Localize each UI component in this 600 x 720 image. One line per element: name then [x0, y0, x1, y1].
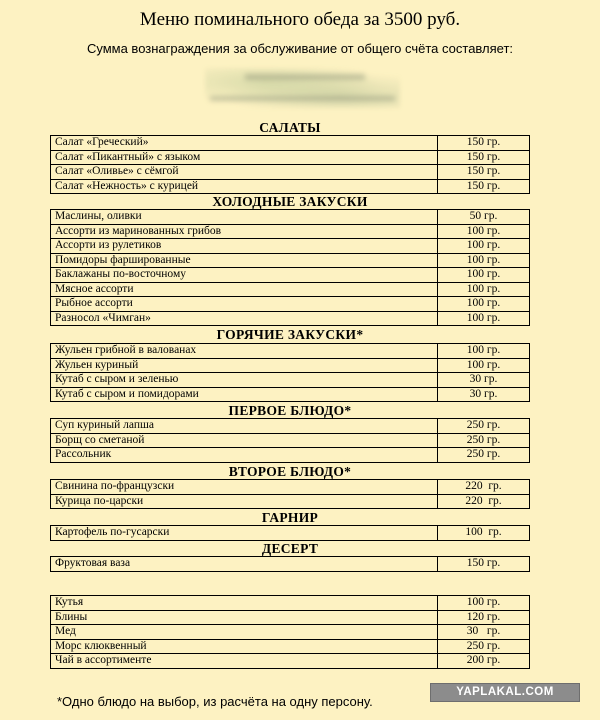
dish-quantity: 120 гр.: [438, 610, 530, 625]
dish-quantity: 100 гр.: [438, 311, 530, 326]
menu-row: [51, 136, 530, 151]
dish-quantity: 150 гр.: [438, 179, 530, 194]
dish-quantity: 100 гр.: [438, 268, 530, 283]
dish-name: Суп куриный лапша: [51, 419, 438, 434]
table-other: [50, 595, 530, 669]
dish-quantity: 220 гр.: [438, 480, 530, 495]
menu-row: [51, 297, 530, 312]
menu-row: [51, 494, 530, 509]
dish-quantity: 100 гр.: [438, 253, 530, 268]
dish-name: Борщ со сметаной: [51, 433, 438, 448]
section-heading-hot: ГОРЯЧИЕ ЗАКУСКИ*: [216, 327, 364, 342]
dish-name: Рассольник: [51, 448, 438, 463]
menu-row: [51, 210, 530, 225]
dish-name: Ассорти из маринованных грибов: [51, 224, 438, 239]
section-heading-first: ПЕРВОЕ БЛЮДО*: [228, 403, 352, 418]
dish-quantity: 100 гр.: [438, 526, 530, 541]
menu-row: [51, 625, 530, 640]
footnote: *Одно блюдо на выбор, из расчёта на одну персону.: [57, 694, 373, 709]
table-dessert: [50, 556, 530, 572]
dish-name: Рыбное ассорти: [51, 297, 438, 312]
dish-name: Кутья: [51, 596, 438, 611]
watermark: YAPLAKAL.COM: [430, 683, 580, 702]
menu-row: [51, 344, 530, 359]
page-title: Меню поминального обеда за 3500 руб.: [139, 9, 461, 30]
dish-quantity: 250 гр.: [438, 448, 530, 463]
dish-quantity: 150 гр.: [438, 165, 530, 180]
dish-quantity: 150 гр.: [438, 557, 530, 572]
dish-name: Салат «Греческий»: [51, 136, 438, 151]
dish-quantity: 250 гр.: [438, 639, 530, 654]
dish-quantity: 50 гр.: [438, 210, 530, 225]
menu-row: [51, 311, 530, 326]
dish-name: Мясное ассорти: [51, 282, 438, 297]
dish-name: Фруктовая ваза: [51, 557, 438, 572]
dish-quantity: 100 гр.: [438, 239, 530, 254]
dish-name: Курица по-царски: [51, 494, 438, 509]
dish-name: Баклажаны по-восточному: [51, 268, 438, 283]
dish-name: Помидоры фаршированные: [51, 253, 438, 268]
dish-quantity: 150 гр.: [438, 150, 530, 165]
dish-name: Салат «Нежность» с курицей: [51, 179, 438, 194]
dish-name: Блины: [51, 610, 438, 625]
blurred-text: [205, 68, 400, 108]
dish-quantity: 200 гр.: [438, 654, 530, 669]
menu-row: [51, 419, 530, 434]
dish-quantity: 30 гр.: [438, 373, 530, 388]
dish-name: Разносол «Чимган»: [51, 311, 438, 326]
menu-row: [51, 239, 530, 254]
menu-row: [51, 654, 530, 669]
menu-row: [51, 268, 530, 283]
dish-name: Маслины, оливки: [51, 210, 438, 225]
table-cold: [50, 209, 530, 326]
section-heading-garnish: ГАРНИР: [261, 510, 319, 525]
dish-quantity: 100 гр.: [438, 596, 530, 611]
dish-quantity: 150 гр.: [438, 136, 530, 151]
dish-quantity: 30 гр.: [438, 625, 530, 640]
table-second: [50, 479, 530, 509]
menu-row: [51, 433, 530, 448]
dish-name: Мед: [51, 625, 438, 640]
dish-name: Картофель по-гусарски: [51, 526, 438, 541]
table-salads: [50, 135, 530, 194]
dish-quantity: 250 гр.: [438, 433, 530, 448]
dish-name: Кутаб с сыром и зеленью: [51, 373, 438, 388]
menu-row: [51, 596, 530, 611]
table-hot: [50, 343, 530, 402]
dish-name: Жульен куриный: [51, 358, 438, 373]
section-heading-second: ВТОРОЕ БЛЮДО*: [228, 464, 352, 479]
menu-row: [51, 150, 530, 165]
table-garnish: [50, 525, 530, 541]
dish-quantity: 250 гр.: [438, 419, 530, 434]
menu-row: [51, 179, 530, 194]
section-heading-dessert: ДЕСЕРТ: [261, 541, 319, 556]
dish-name: Морс клюквенный: [51, 639, 438, 654]
dish-quantity: 30 гр.: [438, 387, 530, 402]
dish-name: Кутаб с сыром и помидорами: [51, 387, 438, 402]
menu-row: [51, 480, 530, 495]
menu-row: [51, 373, 530, 388]
menu-row: [51, 253, 530, 268]
dish-quantity: 100 гр.: [438, 344, 530, 359]
dish-quantity: 100 гр.: [438, 282, 530, 297]
dish-quantity: 100 гр.: [438, 358, 530, 373]
menu-row: [51, 448, 530, 463]
menu-row: [51, 282, 530, 297]
dish-name: Свинина по-французски: [51, 480, 438, 495]
section-heading-cold: ХОЛОДНЫЕ ЗАКУСКИ: [212, 194, 368, 209]
menu-row: [51, 387, 530, 402]
menu-row: [51, 358, 530, 373]
subtitle: Сумма вознаграждения за обслуживание от общего счёта составляет:: [86, 41, 514, 56]
menu-row: [51, 165, 530, 180]
menu-row: [51, 639, 530, 654]
section-heading-salads: САЛАТЫ: [259, 120, 321, 135]
dish-name: Ассорти из рулетиков: [51, 239, 438, 254]
dish-name: Салат «Пикантный» с языком: [51, 150, 438, 165]
dish-quantity: 220 гр.: [438, 494, 530, 509]
dish-name: Жульен грибной в валованах: [51, 344, 438, 359]
table-first: [50, 418, 530, 463]
dish-name: Салат «Оливье» с сёмгой: [51, 165, 438, 180]
menu-row: [51, 526, 530, 541]
menu-row: [51, 224, 530, 239]
dish-quantity: 100 гр.: [438, 297, 530, 312]
dish-quantity: 100 гр.: [438, 224, 530, 239]
menu-row: [51, 610, 530, 625]
dish-name: Чай в ассортименте: [51, 654, 438, 669]
menu-row: [51, 557, 530, 572]
